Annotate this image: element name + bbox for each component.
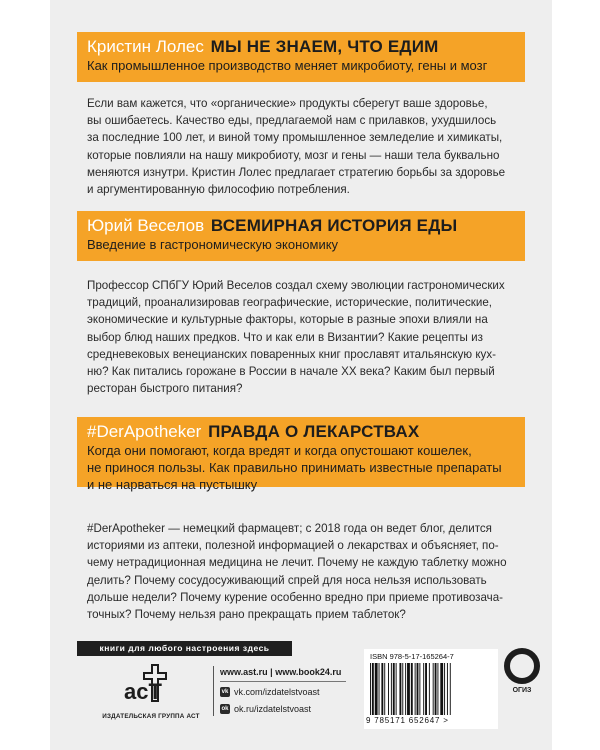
book1-description xyxy=(87,95,517,198)
book1-subtitle: Как промышленное производство меняет микробиоту, гены и мозг xyxy=(87,58,488,73)
book2-subtitle: Введение в гастрономическую экономику xyxy=(87,237,339,252)
barcode-bar xyxy=(405,663,406,715)
desc-line: #DerApotheker — немецкий фармацевт; с 2018 года он ведет блог, делится xyxy=(87,522,492,535)
ok-url: ok.ru/izdatelstvoast xyxy=(234,704,312,714)
barcode-bar xyxy=(415,663,416,715)
barcode-bar xyxy=(381,663,383,715)
desc-line: меняются изнутри. Кристин Лолес предлагает стратегию борьбы за здоровье xyxy=(87,165,506,179)
barcode-bar xyxy=(440,663,443,715)
book1-title: МЫ НЕ ЗНАЕМ, ЧТО ЕДИМ xyxy=(210,37,439,56)
barcode-bar xyxy=(370,663,371,715)
ast-logo xyxy=(122,663,170,709)
sites-divider xyxy=(220,681,346,682)
barcode-bar xyxy=(429,663,430,715)
barcode-bar xyxy=(393,663,395,715)
barcode-bar xyxy=(388,663,389,715)
desc-line: Профессор СПбГУ Юрий Веселов создал схему эволюции гастрономических xyxy=(87,279,505,292)
book3-subtitle-line: не принося пользы. Как правильно принимать известные препараты xyxy=(87,460,502,475)
barcode-bar xyxy=(433,663,434,715)
vk-icon: vk xyxy=(221,689,229,695)
back-cover xyxy=(50,0,552,750)
barcode-bar xyxy=(437,663,438,715)
ogiz-logo-icon xyxy=(504,648,540,684)
barcode-bar xyxy=(411,663,413,715)
desc-line: историями из аптеки, полезной информацией о лекарствах и объясняет, по- xyxy=(87,539,499,553)
barcode-bar xyxy=(425,663,427,715)
barcode-box xyxy=(364,649,498,729)
desc-line: делить? Почему сосудосуживающий спрей для носа нельзя использовать xyxy=(87,573,487,587)
desc-line: экономические и культурные факторы, которые в разные эпохи влияли на xyxy=(87,313,488,327)
desc-line: ню? Как питались горожане в России в начале XX века? Каким был первый xyxy=(87,365,495,379)
publisher-name: ИЗДАТЕЛЬСКАЯ ГРУППА АСТ xyxy=(102,713,200,720)
book2-title: ВСЕМИРНАЯ ИСТОРИЯ ЕДЫ xyxy=(210,216,458,235)
desc-line: выбор блюд наших предков. Что и как ели в Византии? Какие рецепты из xyxy=(87,330,483,344)
desc-line: ресторан быстрого питания? xyxy=(87,382,243,396)
social-ok[interactable] xyxy=(220,704,311,714)
barcode-bar xyxy=(402,663,403,715)
book2-description xyxy=(87,277,517,397)
barcode-bar xyxy=(396,663,397,715)
imprint-name: ОГИЗ xyxy=(512,687,532,694)
footer-divider xyxy=(213,666,214,716)
barcode-bar xyxy=(450,663,451,715)
book3-title: ПРАВДА О ЛЕКАРСТВАХ xyxy=(208,422,420,441)
barcode-bar xyxy=(391,663,392,715)
barcode-bar xyxy=(419,663,420,715)
book2-banner xyxy=(77,211,525,261)
desc-line: чему нетрадиционная медицина не лечит. Почему не каждую таблетку можно xyxy=(87,556,507,570)
desc-line: традиций, проанализировав географические, исторические, политические, xyxy=(87,296,493,310)
barcode-bar xyxy=(379,663,380,715)
desc-line: которые повлияли на нашу микробиоту, мозг и гены — наши тела буквально xyxy=(87,148,500,162)
barcode-bar xyxy=(444,663,445,715)
book3-subtitle-line: Когда они помогают, когда вредят и когда опустошают кошелек, xyxy=(87,443,472,458)
book2-author: Юрий Веселов xyxy=(87,216,205,235)
book1-author: Кристин Лолес xyxy=(87,37,204,56)
vk-url: vk.com/izdatelstvoast xyxy=(234,687,320,697)
desc-line: за последние 100 лет, и виной тому промышленное земледелие и химикаты, xyxy=(87,131,503,145)
desc-line: Если вам кажется, что «органические» продукты сберегут ваше здоровье, xyxy=(87,97,488,110)
book3-subtitle-line: и не нарваться на пустышку xyxy=(87,477,258,492)
ok-icon: ok xyxy=(221,706,229,712)
barcode-bar xyxy=(447,663,448,715)
desc-line: дольше недели? Почему курение особенно вредно при приеме противозача- xyxy=(87,590,504,604)
desc-line: средневековых венецианских поваренных книг прославят итальянскую кух- xyxy=(87,347,496,361)
book1-banner xyxy=(77,32,525,82)
barcode xyxy=(370,663,492,715)
barcode-bar xyxy=(417,663,419,715)
barcode-bar xyxy=(372,663,374,715)
barcode-bar xyxy=(375,663,378,715)
book3-author: #DerApotheker xyxy=(87,422,202,441)
book3-banner xyxy=(77,417,525,492)
barcode-number: 9 785171 652647 > xyxy=(366,716,449,725)
logo-text: acT xyxy=(124,679,162,704)
desc-line: и аргументированную философию потребления. xyxy=(87,183,350,197)
barcode-bar xyxy=(384,663,385,715)
book3-description xyxy=(87,520,517,623)
desc-line: вы ошибаетесь. Качество еды, предлагаемой нам с прилавков, ухудшилось xyxy=(87,114,497,128)
tagline: книги для любого настроения здесь xyxy=(77,641,292,656)
barcode-bar xyxy=(407,663,410,715)
websites[interactable]: www.ast.ru | www.book24.ru xyxy=(220,667,342,677)
barcode-bar xyxy=(399,663,401,715)
desc-line: точных? Почему нельзя рано прекращать прием таблеток? xyxy=(87,608,406,622)
barcode-bar xyxy=(435,663,437,715)
barcode-bar xyxy=(423,663,424,715)
social-vk[interactable] xyxy=(220,687,320,697)
isbn: ISBN 978-5-17-165264-7 xyxy=(370,652,454,661)
